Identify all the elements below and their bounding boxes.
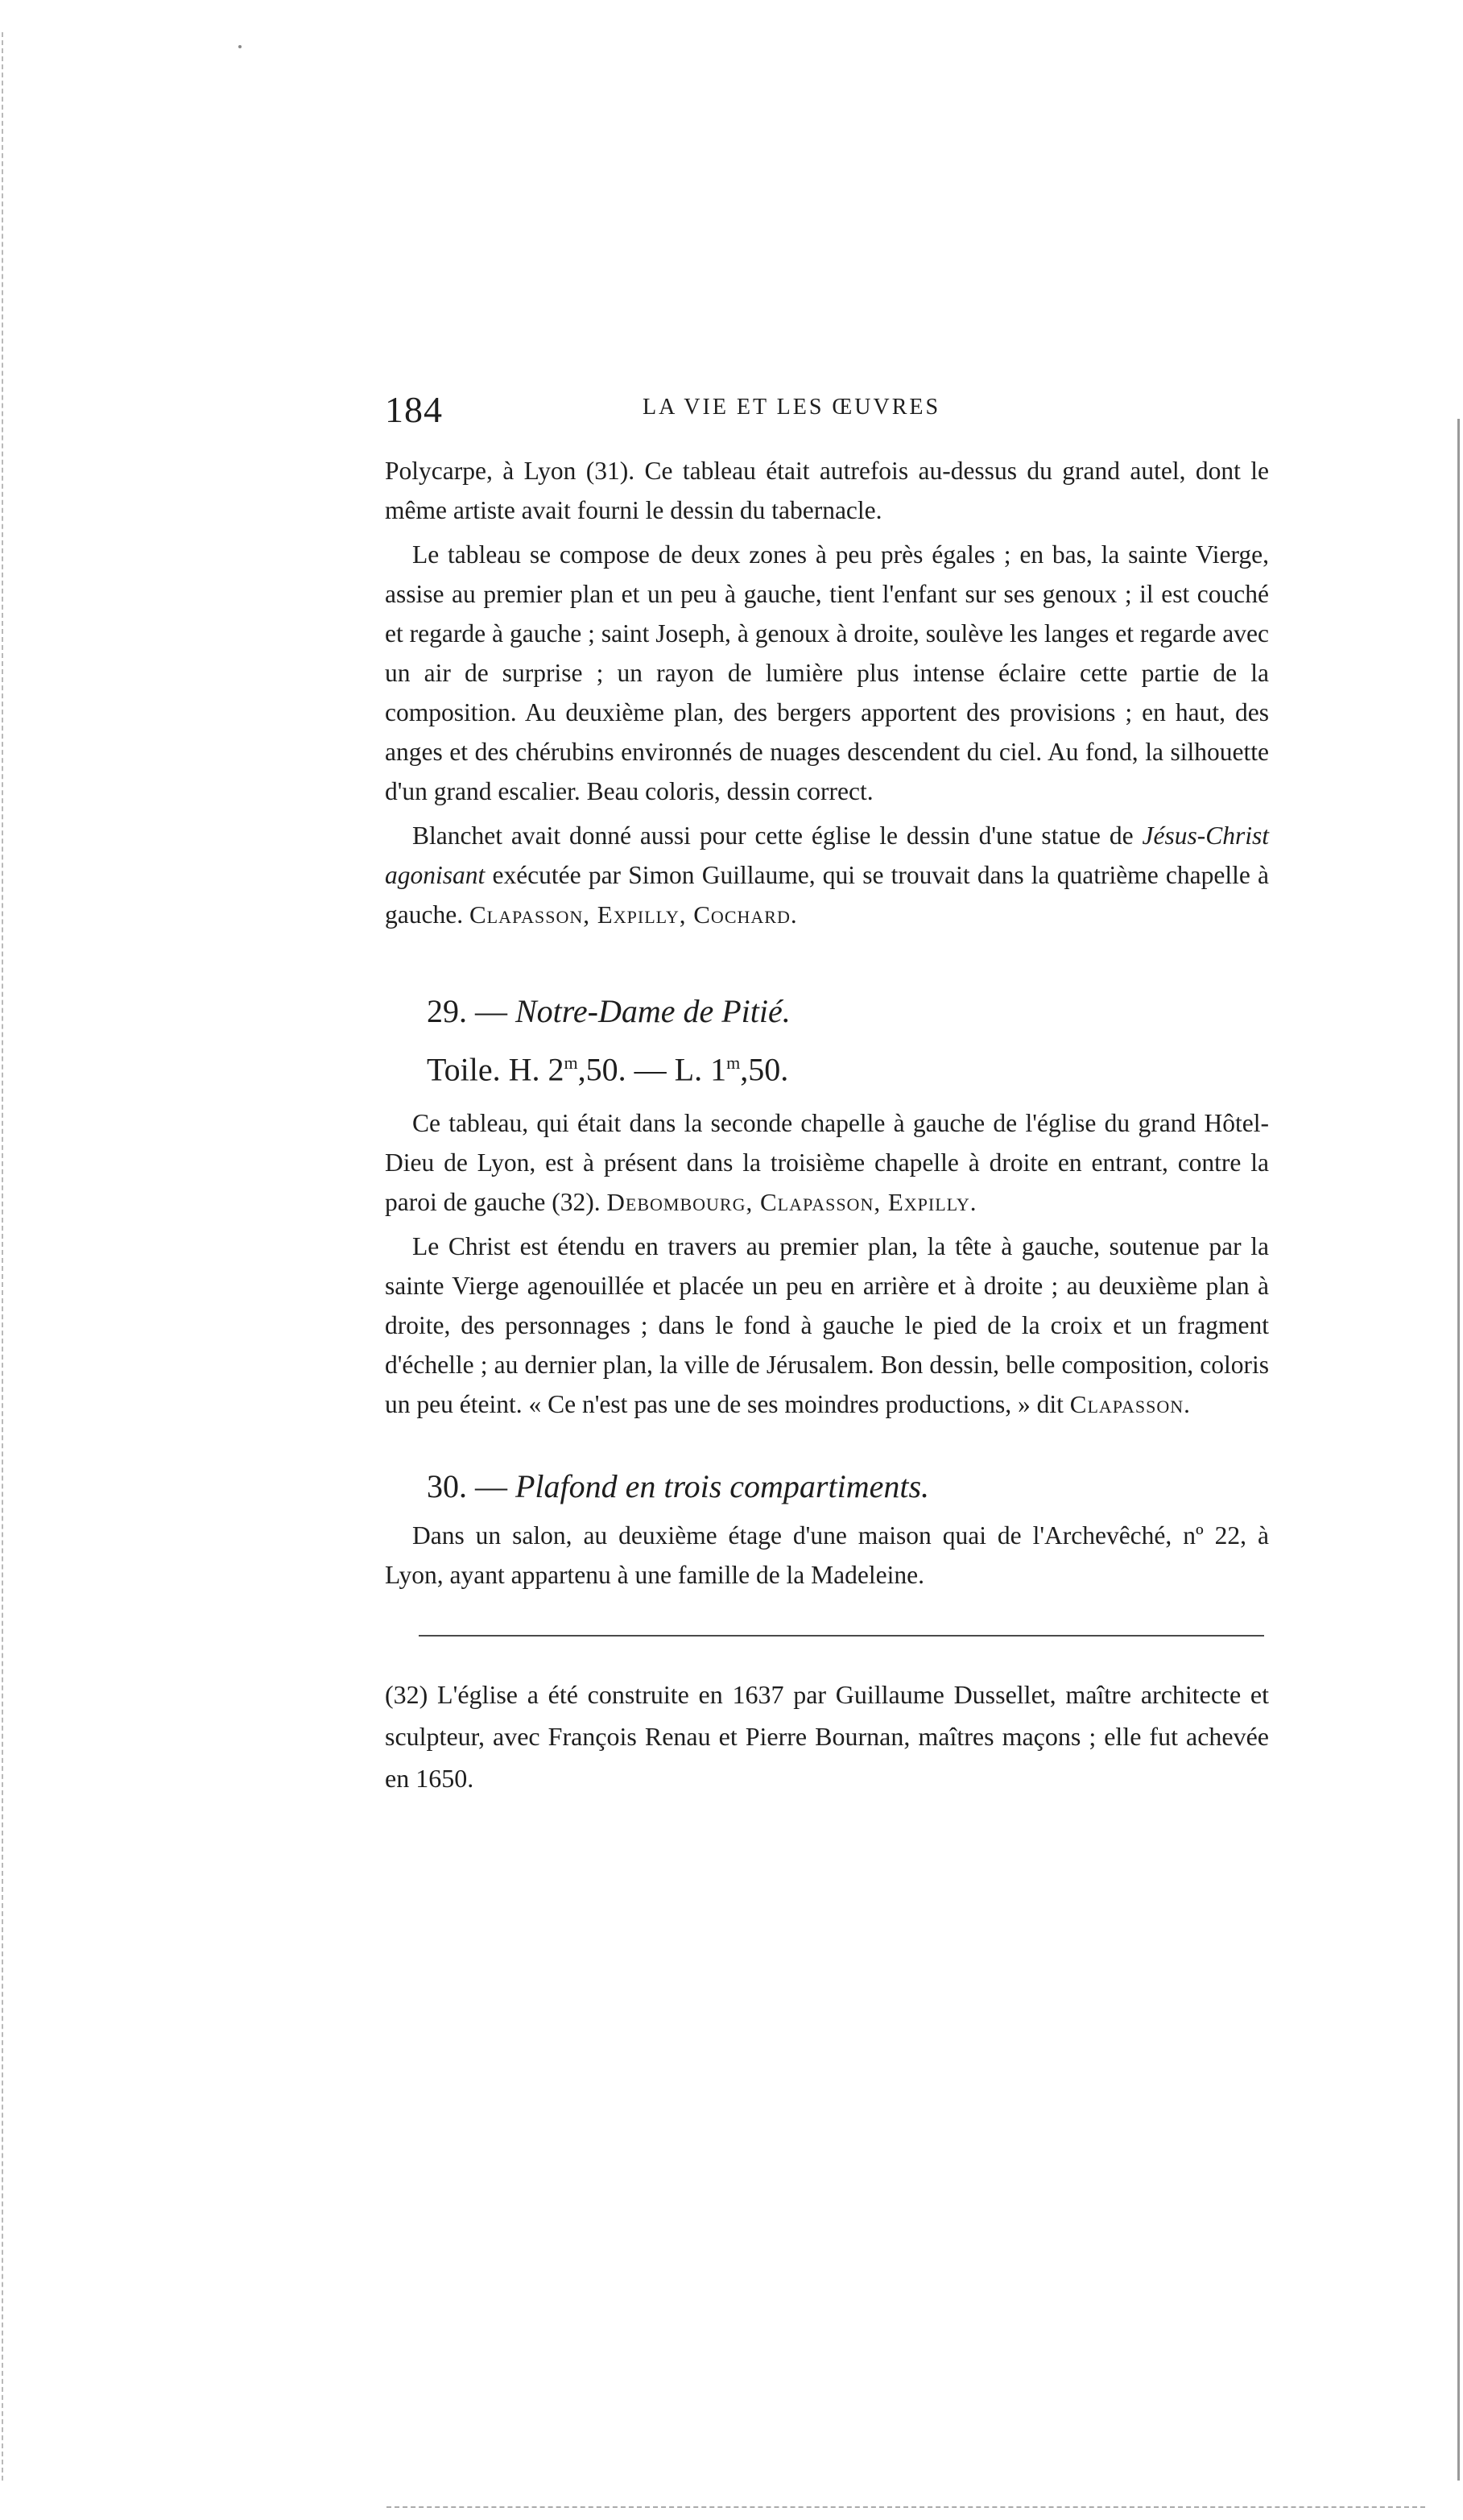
entry-29-dimensions bbox=[385, 1041, 1269, 1092]
statue-title: Jésus-Christ agonisant bbox=[385, 821, 1269, 889]
dim-suffix: ,50. bbox=[740, 1051, 789, 1088]
entry-30-description: Dans un salon, au deuxième étage d'une maison quai de l'Archevêché, nº 22, à Lyon, ayant appartenu à une famille de la Madeleine. bbox=[385, 1521, 1269, 1590]
bottom-scan-edge bbox=[386, 2506, 1425, 2508]
entry-30-heading bbox=[385, 1466, 1269, 1508]
entry-29-description bbox=[385, 1227, 1269, 1424]
book-page bbox=[385, 379, 1269, 1997]
entry-29-location bbox=[385, 1103, 1269, 1222]
dim-prefix: Toile. H. 2 bbox=[427, 1051, 564, 1088]
statue-text-before: Blanchet avait donné aussi pour cette église le dessin d'une statue de bbox=[412, 821, 1143, 850]
scan-speck bbox=[238, 45, 242, 48]
paragraph-statue bbox=[385, 816, 1269, 934]
dim-height-unit: m bbox=[564, 1053, 578, 1073]
running-head bbox=[385, 379, 1269, 451]
footnote-rule bbox=[419, 1635, 1264, 1637]
statue-sources: Clapasson, Expilly, Cochard. bbox=[469, 900, 798, 929]
left-page-edge bbox=[2, 32, 3, 2481]
page-number: 184 bbox=[385, 389, 443, 430]
entry-29-heading bbox=[385, 991, 1269, 1032]
entry-29-title: Notre-Dame de Pitié. bbox=[515, 993, 791, 1029]
entry-29-quote-source: Clapasson. bbox=[1069, 1390, 1191, 1419]
right-page-edge bbox=[1457, 419, 1460, 2481]
entry-29-sources: Debombourg, Clapasson, Expilly. bbox=[606, 1188, 977, 1217]
statue-text-after: exécutée par Simon Guillaume, qui se trouvait dans la quatrième chapelle à gauche. bbox=[385, 861, 1269, 929]
footnote-32: (32) L'église a été construite en 1637 par Guillaume Dussellet, maître architecte et sculpteur, avec François Renau et Pierre Bournan, maîtres maçons ; elle fut achevée en 1650. bbox=[385, 1680, 1269, 1794]
entry-29-description-text: Le Christ est étendu en travers au premier plan, la tête à gauche, soutenue par la sainte Vierge agenouillée et placée un peu en arrière et à droite ; au deuxième plan à droite, des personnages ; dans le fond à gauche le pied de la croix et un fragment d'échelle ; au dernier plan, la ville de Jérusalem. Bon dessin, belle composition, coloris un peu éteint. « Ce n'est pas une de ses moindres productions, » dit bbox=[385, 1232, 1269, 1419]
entry-30-number: 30. — bbox=[427, 1468, 515, 1505]
dim-length-unit: m bbox=[726, 1053, 741, 1073]
running-title: LA VIE ET LES ŒUVRES bbox=[643, 395, 941, 420]
entry-29-number: 29. — bbox=[427, 993, 515, 1029]
dim-middle: ,50. — L. 1 bbox=[577, 1051, 727, 1088]
paragraph-description: Le tableau se compose de deux zones à peu près égales ; en bas, la sainte Vierge, assise au premier plan et un peu à gauche, tient l'enfant sur ses genoux ; il est couché et regarde à gauche ; saint Joseph, à genoux à droite, soulève les langes et regarde avec un air de surprise ; un rayon de lumière plus intense éclaire cette partie de la composition. Au deuxième plan, des bergers apportent des provisions ; en haut, des anges et des chérubins environnés de nuages descendent du ciel. Au fond, la silhouette d'un grand escalier. Beau coloris, dessin correct. bbox=[385, 540, 1269, 805]
entry-29-location-text: Ce tableau, qui était dans la seconde chapelle à gauche de l'église du grand Hôtel-Dieu de Lyon, est à présent dans la troisième chapelle à droite en entrant, contre la paroi de gauche (32). bbox=[385, 1109, 1269, 1217]
entry-30-title: Plafond en trois compartiments. bbox=[515, 1468, 930, 1505]
paragraph-continuation: Polycarpe, à Lyon (31). Ce tableau était autrefois au-dessus du grand autel, dont le même artiste avait fourni le dessin du tabernacle. bbox=[385, 457, 1269, 524]
